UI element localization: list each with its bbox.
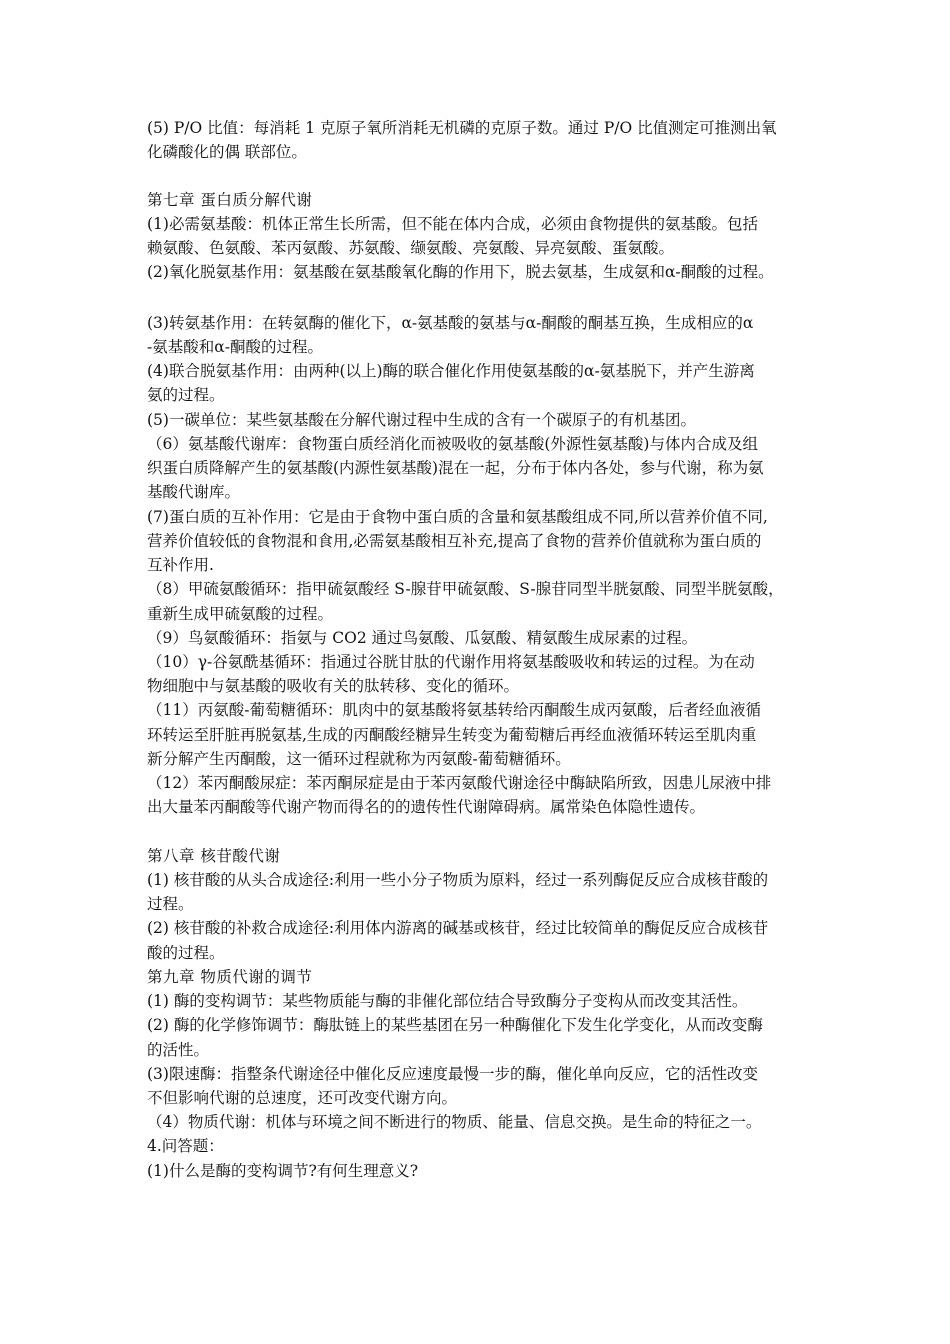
text-line: 新分解产生丙酮酸，这一循环过程就称为丙氨酸-葡萄糖循环。	[147, 750, 571, 768]
text-line: （11）丙氨酸-葡萄糖循环：肌肉中的氨基酸将氨基转给丙酮酸生成丙氨酸，后者经血液循	[147, 701, 761, 719]
text-line: （6）氨基酸代谢库：食物蛋白质经消化而被吸收的氨基酸(外源性氨基酸)与体内合成及组	[147, 435, 758, 453]
chapter-heading: 第七章 蛋白质分解代谢	[147, 191, 313, 209]
text-line: 不但影响代谢的总速度，还可改变代谢方向。	[147, 1089, 458, 1107]
text-line: （10）γ-谷氨酰基循环：指通过谷胱甘肽的代谢作用将氨基酸吸收和转运的过程。为在动	[147, 653, 755, 671]
text-line: 过程。	[147, 895, 194, 913]
text-line: 互补作用.	[147, 556, 214, 574]
text-line: 物细胞中与氨基酸的吸收有关的肽转移、变化的循环。	[147, 677, 520, 695]
text-line: （4）物质代谢：机体与环境之间不断进行的物质、能量、信息交换。是生命的特征之一。	[147, 1113, 762, 1131]
text-line: (1) 酶的变构调节：某些物质能与酶的非催化部位结合导致酶分子变构从而改变其活性。	[147, 992, 748, 1010]
text-line: (1) 核苷酸的从头合成途径:利用一些小分子物质为原料，经过一系列酶促反应合成核苷酸的	[147, 871, 769, 889]
text-line: (1)必需氨基酸：机体正常生长所需，但不能在体内合成，必须由食物提供的氨基酸。包括	[147, 215, 758, 233]
text-line: 酸的过程。	[147, 944, 225, 962]
text-line: 氨的过程。	[147, 386, 225, 404]
text-line: 织蛋白质降解产生的氨基酸(内源性氨基酸)混在一起，分布于体内各处，参与代谢，称为氨	[147, 459, 764, 477]
text-line: (7)蛋白质的互补作用：它是由于食物中蛋白质的含量和氨基酸组成不同,所以营养价值不同,	[147, 508, 768, 526]
text-line: (5) P/O 比值：每消耗 1 克原子氧所消耗无机磷的克原子数。通过 P/O 比值测定可推测出氧	[147, 119, 777, 137]
text-line: 营养价值较低的食物混和食用,必需氨基酸相互补充,提高了食物的营养价值就称为蛋白质的	[147, 532, 762, 550]
text-line: 出大量苯丙酮酸等代谢产物而得名的的遗传性代谢障碍病。属常染色体隐性遗传。	[147, 798, 706, 816]
text-line: (2) 核苷酸的补救合成途径:利用体内游离的碱基或核苷，经过比较简单的酶促反应合成核苷	[147, 919, 769, 937]
text-line: 4.问答题：	[147, 1137, 224, 1155]
text-line: （8）甲硫氨酸循环：指甲硫氨酸经 S-腺苷甲硫氨酸、S-腺苷同型半胱氨酸、同型半胱氨酸，	[147, 580, 784, 598]
text-line: (3)转氨基作用：在转氨酶的催化下，α-氨基酸的氨基与α-酮酸的酮基互换，生成相应的α	[147, 314, 754, 332]
text-line: (4)联合脱氨基作用：由两种(以上)酶的联合催化作用使氨基酸的α-氨基脱下，并产生游离	[147, 362, 755, 380]
chapter-heading: 第九章 物质代谢的调节	[147, 968, 313, 986]
text-line: 的活性。	[147, 1041, 210, 1059]
text-line: 重新生成甲硫氨酸的过程。	[147, 605, 334, 623]
text-line: 赖氨酸、色氨酸、苯丙氨酸、苏氨酸、缬氨酸、亮氨酸、异亮氨酸、蛋氨酸。	[147, 239, 675, 257]
text-line: (1)什么是酶的变构调节?有何生理意义?	[147, 1162, 419, 1180]
text-line: -氨基酸和α-酮酸的过程。	[147, 338, 323, 356]
text-line: （9）鸟氨酸循环：指氨与 CO2 通过鸟氨酸、瓜氨酸、精氨酸生成尿素的过程。	[147, 629, 698, 647]
text-line: (2)氧化脱氨基作用：氨基酸在氨基酸氧化酶的作用下，脱去氨基，生成氨和α-酮酸的过程。	[147, 263, 774, 281]
text-line: (2) 酶的化学修饰调节：酶肽链上的某些基团在另一种酶催化下发生化学变化，从而改变酶	[147, 1016, 763, 1034]
text-line: 化磷酸化的偶 联部位。	[147, 143, 307, 161]
text-line: 基酸代谢库。	[147, 483, 241, 501]
text-line: （12）苯丙酮酸尿症：苯丙酮尿症是由于苯丙氨酸代谢途径中酶缺陷所致，因患儿尿液中排	[147, 774, 772, 792]
text-line: (3)限速酶：指整条代谢途径中催化反应速度最慢一步的酶，催化单向反应，它的活性改变	[147, 1065, 758, 1083]
text-line: (5)一碳单位：某些氨基酸在分解代谢过程中生成的含有一个碳原子的有机基团。	[147, 411, 696, 429]
text-line: 环转运至肝脏再脱氨基,生成的丙酮酸经糖异生转变为葡萄糖后再经血液循环转运至肌肉重	[147, 726, 757, 744]
chapter-heading: 第八章 核苷酸代谢	[147, 847, 281, 865]
